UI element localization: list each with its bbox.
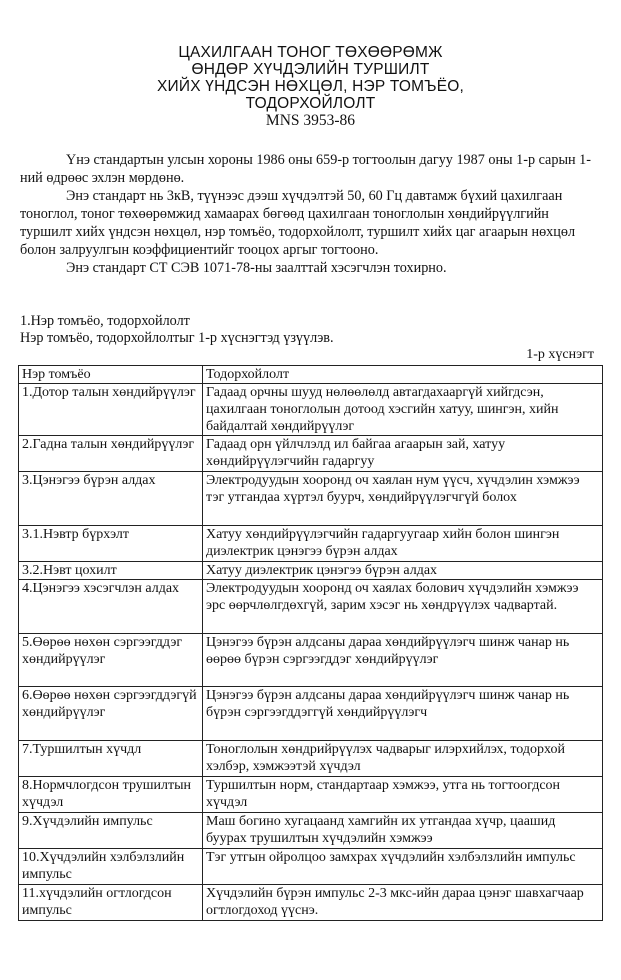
table-row [19, 634, 603, 687]
table-row [19, 885, 603, 921]
table-row [19, 687, 603, 741]
table-row [19, 813, 603, 849]
table-row [19, 526, 603, 562]
table-row [19, 436, 603, 472]
definition-cell: Гадаад орчны шууд нөлөөлөлд автагдахааргүй хийгдсэн, цахилгаан тоноглолын дотоод хэсгийн хатуу, шингэн, хийн байдалтай хөндийрүүлэг [203, 384, 603, 436]
section-subtext: Нэр томъёо, тодорхойлолтыг 1-р хүснэгтэд үзүүлэв. [20, 330, 334, 346]
term-cell: 3.Цэнэгээ бүрэн алдах [19, 472, 203, 526]
intro-section [20, 151, 592, 277]
table-row [19, 562, 603, 580]
definition-cell: Хатуу хөндийрүүлэгчийн гадаргуугаар хийн болон шингэн диэлектрик цэнэгээ бүрэн алдах [203, 526, 603, 562]
term-cell: 5.Өөрөө нөхөн сэргээгддэг хөндийрүүлэг [19, 634, 203, 687]
term-cell: 11.хүчдэлийн огтлогдсон импульс [19, 885, 203, 921]
term-cell: 6.Өөрөө нөхөн сэргээгддэгүй хөндийрүүлэг [19, 687, 203, 741]
intro-paragraph: Энэ стандарт СТ СЭВ 1071-78-ны заалттай хэсэгчлэн тохирно. [66, 260, 447, 276]
definition-cell: Тэг утгын ойролцоо замхрах хүчдэлийн хэлбэлзлийн импульс [203, 849, 603, 885]
term-cell: 3.1.Нэвтр бүрхэлт [19, 526, 203, 562]
definition-cell: Гадаад орн үйлчлэлд ил байгаа агаарын зай, хатуу хөндийрүүлэгчийн гадаргуу [203, 436, 603, 472]
document-title [0, 44, 621, 129]
title-line: ЦАХИЛГААН ТОНОГ ТӨХӨӨРӨМЖ [178, 44, 443, 61]
title-line: ӨНДӨР ХҮЧДЭЛИЙН ТУРШИЛТ [191, 61, 430, 78]
term-cell: 8.Нормчлогдсон трушилтын хүчдэл [19, 777, 203, 813]
table-row [19, 777, 603, 813]
definition-cell: Цэнэгээ бүрэн алдсаны дараа хөндийрүүлэгч шинж чанар нь өөрөө бүрэн сэргээгддэг хөндийрүүлэг [203, 634, 603, 687]
term-cell: 7.Туршилтын хүчдл [19, 741, 203, 777]
table-row [19, 472, 603, 526]
section-heading-block [20, 313, 592, 347]
intro-paragraph: Үнэ стандартын улсын хороны 1986 оны 659-р тогтоолын дагуу 1987 оны 1-р сарын 1-ний өдрөөс эхлэн мөрдөнө. [20, 152, 591, 186]
table-row [19, 580, 603, 634]
terms-table [18, 365, 603, 921]
section-heading: 1.Нэр томъёо, тодорхойлолт [20, 313, 190, 329]
term-cell: 9.Хүчдэлийн импульс [19, 813, 203, 849]
column-header-definition: Тодорхойлолт [203, 366, 603, 384]
definition-cell: Электродуудын хооронд оч хаялах болович хүчдэлийн хэмжээ эрс өөрчлөлгдөхгүй, зарим хэсэг нь хөндрүүлэх чадвартай. [203, 580, 603, 634]
title-line: ХИЙХ ҮНДСЭН НӨХЦӨЛ, НЭР ТОМЪЁО, [156, 78, 465, 95]
table-row [19, 384, 603, 436]
definition-cell: Хүчдэлийн бүрэн импульс 2-3 мкс-ийн дараа цэнэг шавхагчаар огтлогдоход үүснэ. [203, 885, 603, 921]
table-header-row [19, 366, 603, 384]
definition-cell: Маш богино хугацаанд хамгийн их утгандаа хүчр, цаашид буурах трушилтын хүчдэлийн хэмжээ [203, 813, 603, 849]
term-cell: 3.2.Нэвт цохилт [19, 562, 203, 580]
term-cell: 4.Цэнэгээ хэсэгчлэн алдах [19, 580, 203, 634]
column-header-term: Нэр томъёо [19, 366, 203, 384]
definition-cell: Туршилтын норм, стандартаар хэмжээ, утга нь тогтоогдсон хүчдэл [203, 777, 603, 813]
table-row [19, 741, 603, 777]
standard-code: MNS 3953-86 [265, 112, 356, 129]
table-caption: 1-р хүснэгт [526, 347, 594, 362]
definition-cell: Хатуу диэлектрик цэнэгээ бүрэн алдах [203, 562, 603, 580]
term-cell: 1.Дотор талын хөндийрүүлэг [19, 384, 203, 436]
intro-paragraph: Энэ стандарт нь 3кВ, түүнээс дээш хүчдэлтэй 50, 60 Гц давтамж бүхий цахилгаан тоноглол, тоног төхөөрөмжид хамаарах бөгөөд цахилгаан тоноглолын хөндийрүүлгийн туршилт хийх үндсэн нөхцөл, нэр томъёо, тодорхойлолт, туршилт хийх цаг агаарын нөхцөл болон залруулгын коэффициентийг тооцох аргыг тогтооно. [20, 188, 576, 258]
definition-cell: Тоноглолын хөндрийрүүлэх чадварыг илэрхийлэх, тодорхой хэлбэр, хэмжээтэй хүчдэл [203, 741, 603, 777]
definition-cell: Электродуудын хооронд оч хаялан нум үүсч, хүчдэлин хэмжээ тэг утгандаа хүртэл буурч, хөндийрүүлэгчгүй болох [203, 472, 603, 526]
definition-cell: Цэнэгээ бүрэн алдсаны дараа хөндийрүүлэгч шинж чанар нь бүрэн сэргээгддэггүй хөндийрүүлэгч [203, 687, 603, 741]
term-cell: 2.Гадна талын хөндийрүүлэг [19, 436, 203, 472]
term-cell: 10.Хүчдэлийн хэлбэлзлийн импульс [19, 849, 203, 885]
title-line: ТОДОРХОЙЛОЛТ [245, 95, 376, 112]
table-row [19, 849, 603, 885]
